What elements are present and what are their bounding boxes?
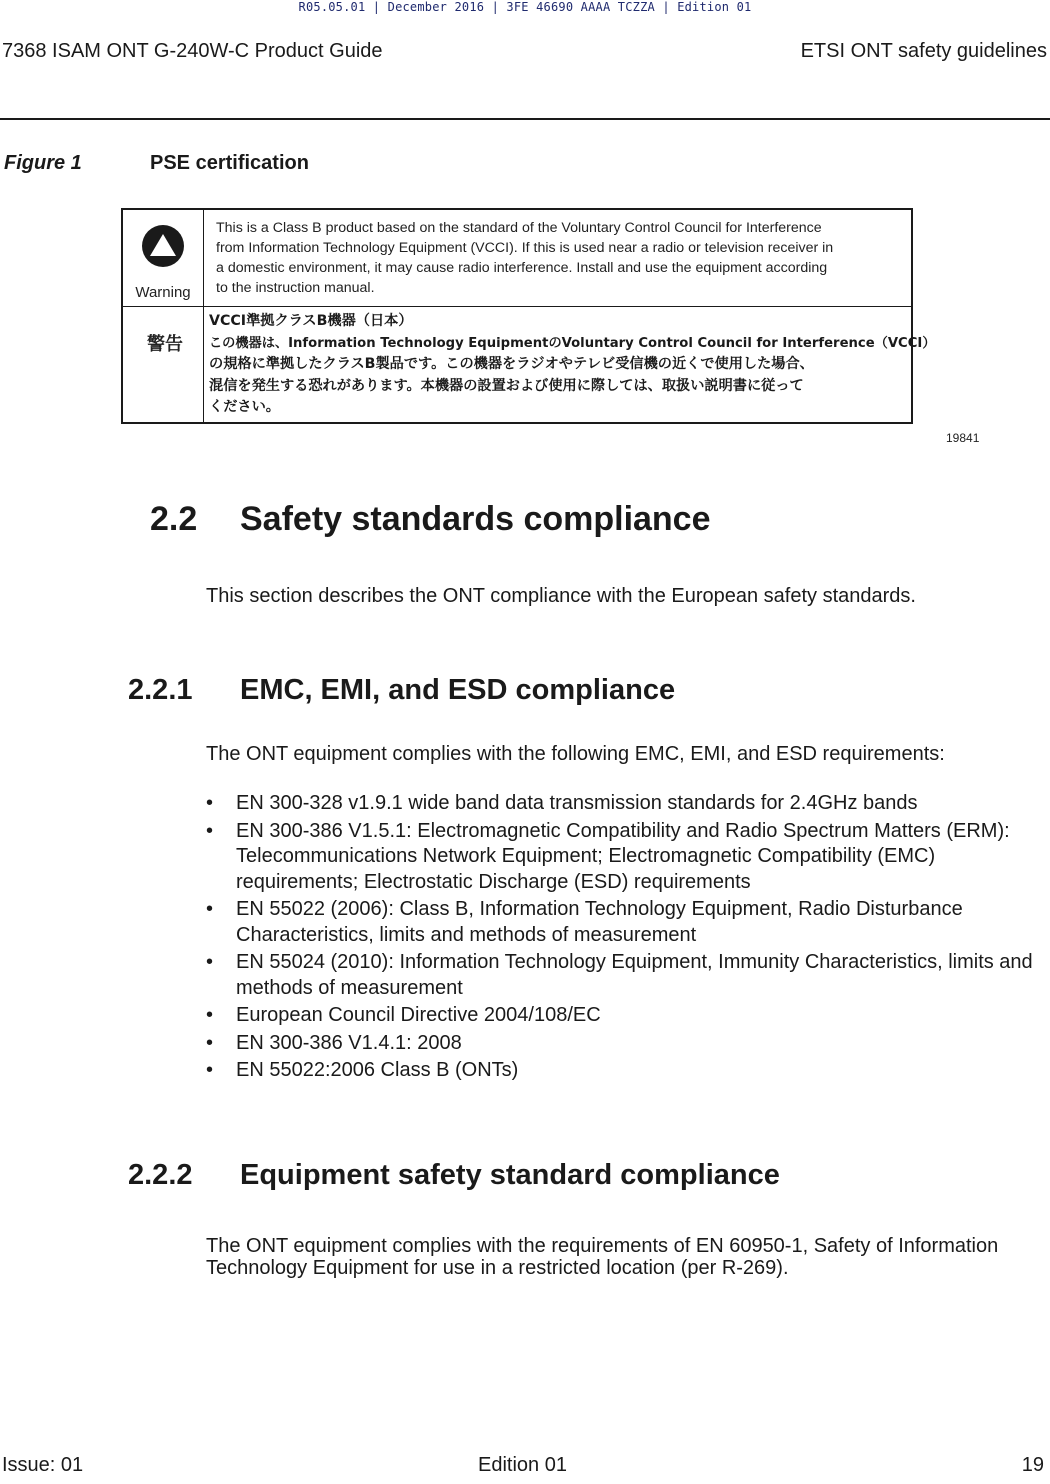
- header-divider: [0, 118, 1050, 120]
- figure-id: 19841: [946, 431, 980, 445]
- emc-requirements-list: [206, 791, 1050, 1086]
- notice-line: 混信を発生する恐れがあります。本機器の設置および使用に際しては、取扱い説明書に従って: [209, 377, 804, 394]
- section-heading-2-2-1: [128, 674, 675, 707]
- notice-line: この機器は、Information Technology EquipmentのVoluntary Control Council for Interference（VCCI）: [209, 335, 936, 351]
- notice-line: from Information Technology Equipment (VCCI). If this is used near a radio or television receiver in: [216, 240, 834, 256]
- header-product-title: 7368 ISAM ONT G-240W-C Product Guide: [2, 40, 383, 62]
- section-number: 2.2.1: [128, 674, 193, 706]
- section-heading-2-2-2: [128, 1159, 780, 1192]
- revision-banner: R05.05.01 | December 2016 | 3FE 46690 AAAA TCZZA | Edition 01: [298, 0, 752, 14]
- section-2-2-2-body: The ONT equipment complies with the requirements of EN 60950-1, Safety of Information Technology Equipment for use in a restricted location (per R-269).: [206, 1235, 999, 1279]
- list-item: • EN 300-386 V1.4.1: 2008: [206, 1031, 1050, 1057]
- section-number: 2.2: [150, 500, 198, 538]
- pse-certification-figure: [121, 208, 936, 424]
- notice-line: to the instruction manual.: [216, 280, 375, 296]
- footer-page-number: 19: [1021, 1454, 1044, 1476]
- vcci-notice-english: [216, 218, 906, 298]
- notice-line: a domestic environment, it may cause radio interference. Install and use the equipment according: [216, 260, 828, 276]
- figure-label: Figure 1: [4, 152, 82, 174]
- list-item: • EN 55022:2006 Class B (ONTs): [206, 1058, 1050, 1084]
- footer-issue: Issue: 01: [2, 1454, 84, 1476]
- section-heading-2-2: [150, 500, 711, 539]
- warning-icon: [141, 224, 185, 273]
- section-title: Equipment safety standard compliance: [240, 1159, 780, 1191]
- list-item: • EN 55024 (2010): Information Technology Equipment, Immunity Characteristics, limits and methods of measurement: [206, 950, 1050, 1001]
- header-chapter-title: ETSI ONT safety guidelines: [800, 40, 1047, 62]
- section-2-2-1-intro: The ONT equipment complies with the following EMC, EMI, and ESD requirements:: [206, 743, 945, 765]
- section-title: Safety standards compliance: [240, 500, 711, 538]
- vcci-notice-japanese: [209, 311, 936, 419]
- notice-line: の規格に準拠したクラスB製品です。この機器をラジオやテレビ受信機の近くで使用した場合、: [209, 356, 814, 372]
- list-item: • EN 300-328 v1.9.1 wide band data transmission standards for 2.4GHz bands: [206, 791, 1050, 817]
- section-title: EMC, EMI, and ESD compliance: [240, 674, 676, 706]
- footer-edition: Edition 01: [478, 1454, 567, 1476]
- list-item: • EN 55022 (2006): Class B, Information Technology Equipment, Radio Disturbance Characteristics, limits and methods of measurement: [206, 897, 1050, 948]
- notice-line: This is a Class B product based on the standard of the Voluntary Control Council for Interference: [216, 220, 822, 236]
- list-item: • EN 300-386 V1.5.1: Electromagnetic Compatibility and Radio Spectrum Matters (ERM): Telecommunications Network Equipment; Electromagnetic Compatibility (EMC) requirements; Electrostatic Discharge (ESD) requirements: [206, 819, 1050, 896]
- section-2-2-intro: This section describes the ONT compliance with the European safety standards.: [206, 585, 916, 607]
- notice-line: ください。: [209, 399, 280, 415]
- list-item: • European Council Directive 2004/108/EC: [206, 1003, 1050, 1029]
- section-number: 2.2.2: [128, 1159, 193, 1191]
- figure-title: PSE certification: [150, 152, 309, 174]
- warning-kanji-icon: 警告: [147, 334, 183, 355]
- notice-line: VCCI準拠クラスB機器（日本）: [209, 313, 413, 329]
- warning-label: Warning: [135, 284, 191, 301]
- figure-row-english: [123, 210, 911, 307]
